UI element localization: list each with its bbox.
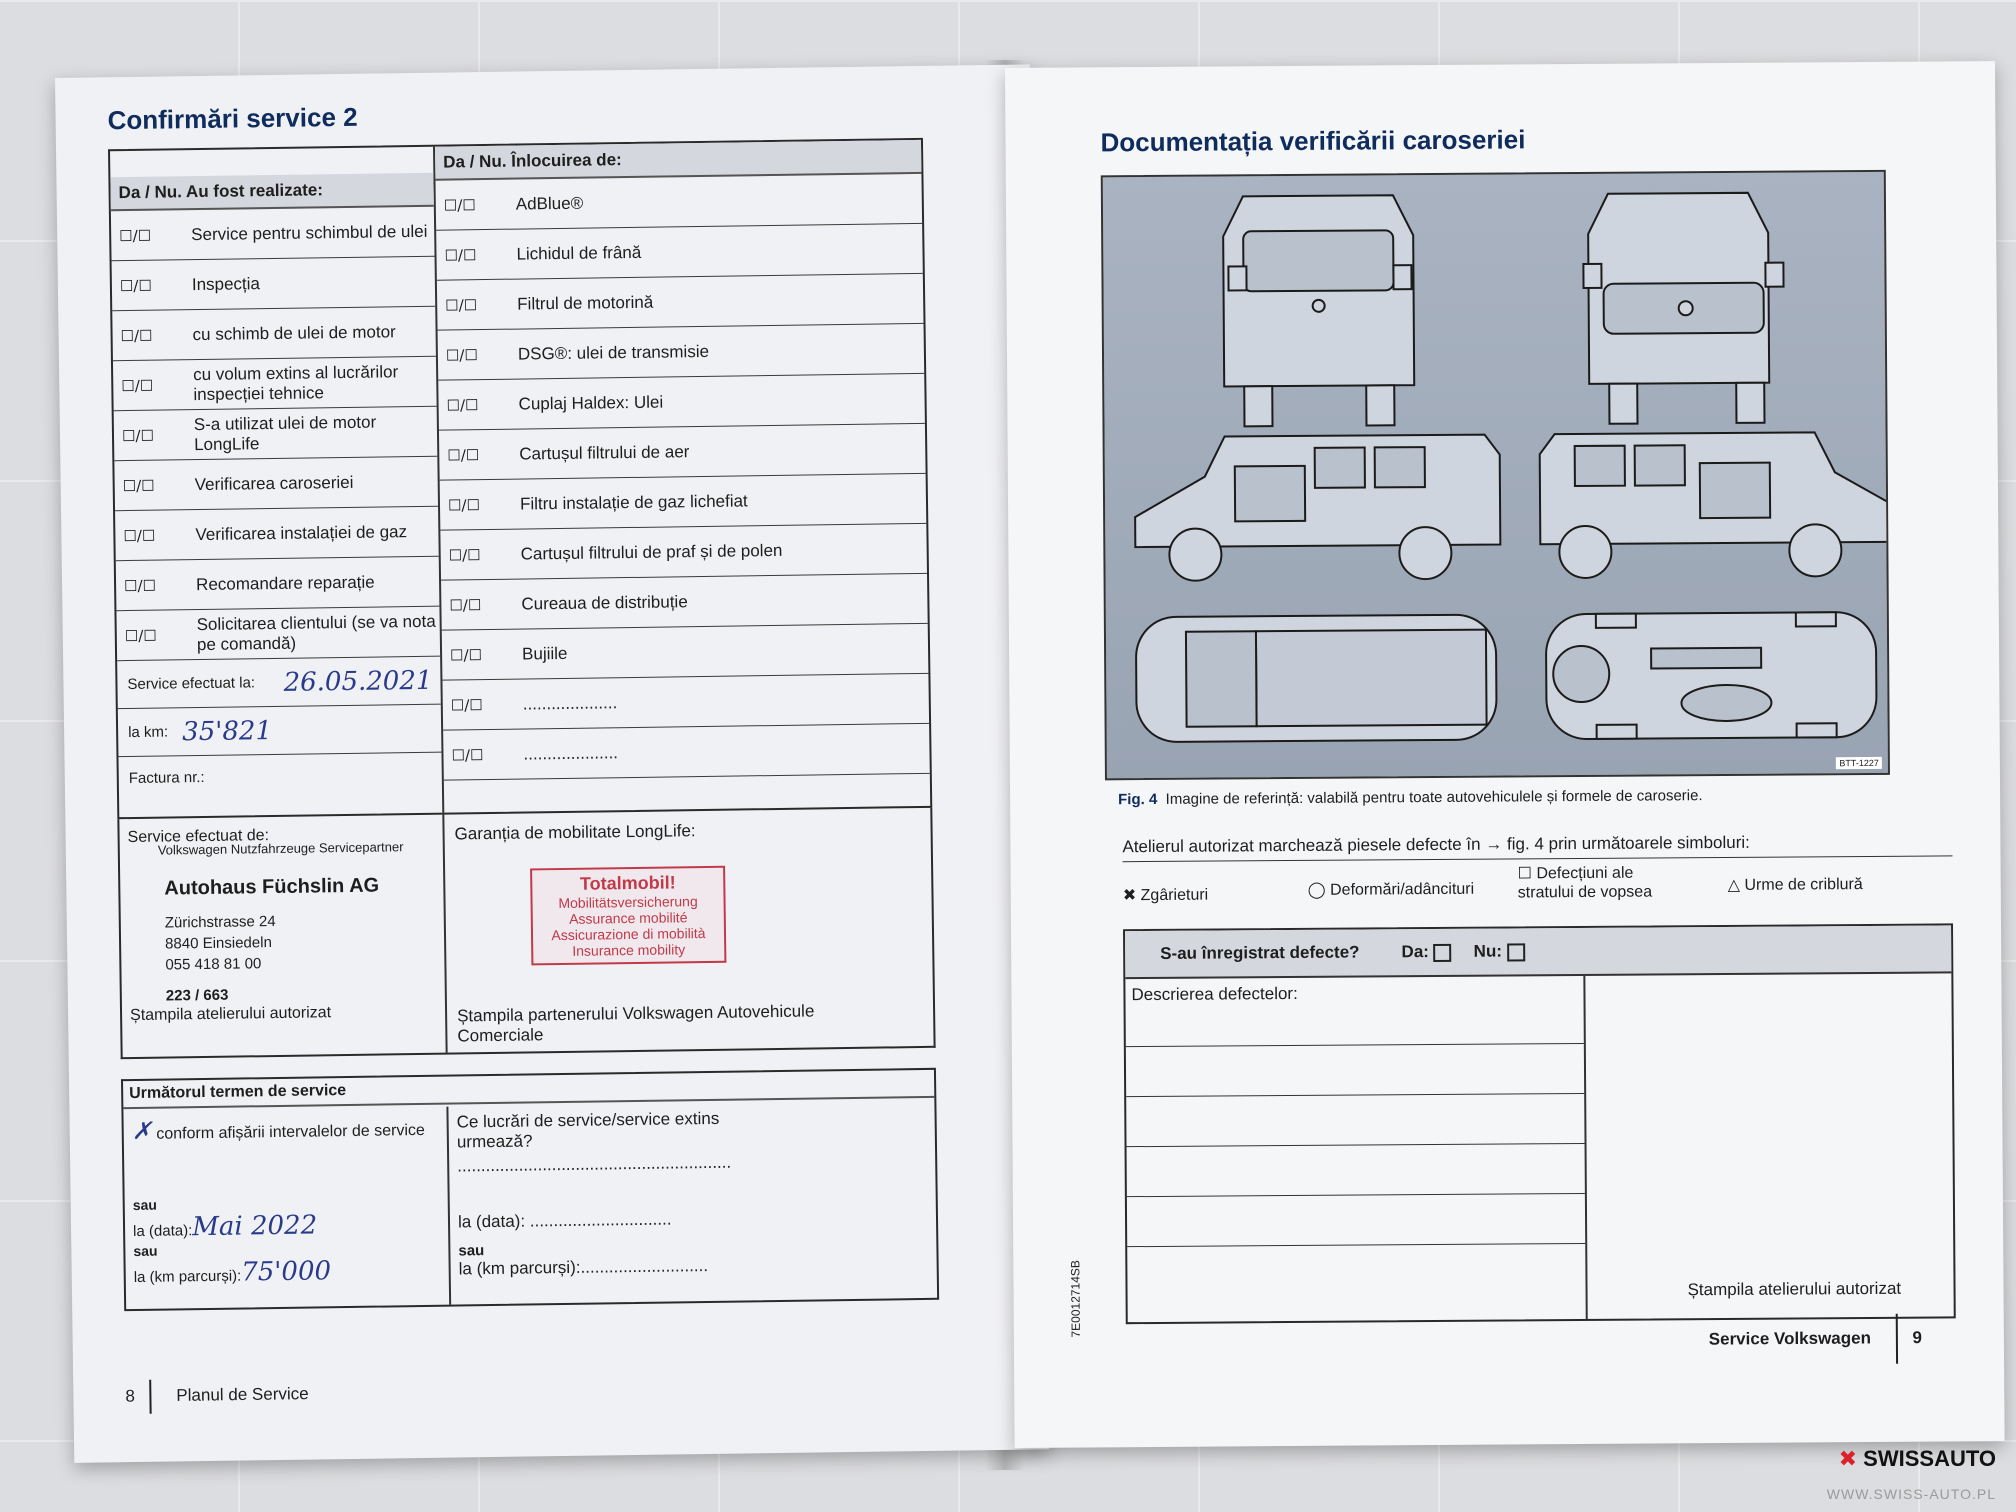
replaced-label: Bujiile <box>521 643 568 664</box>
performed-row <box>111 207 435 262</box>
performed-row <box>114 457 438 512</box>
replaced-row <box>442 624 929 681</box>
next-km-row: la (km parcurși):75'000 <box>133 1256 332 1288</box>
km-row <box>118 705 442 758</box>
performed-label: Inspecția <box>191 273 261 294</box>
company-city: 8840 Einsiedeln <box>164 934 272 953</box>
yes-no-checkbox[interactable]: ☐/☐ <box>444 245 477 265</box>
service-table <box>108 138 932 819</box>
company-name: Autohaus Füchslin AG <box>164 874 380 900</box>
yes-no-checkbox[interactable]: ☐/☐ <box>448 545 481 565</box>
replaced-row <box>435 174 922 231</box>
service-date-label: Service efectuat la: <box>127 674 256 693</box>
service-by-label: Service efectuat de: <box>127 827 270 847</box>
side-code: 7E0012714SB <box>1068 1260 1083 1338</box>
swissauto-logo: ✖ SWISSAUTO <box>1838 1446 1996 1471</box>
defects-table <box>1123 923 1956 1324</box>
footer-text: Planul de Service <box>176 1384 309 1405</box>
replaced-row <box>436 224 923 281</box>
symbol-scratches: ✖ Zgârieturi <box>1122 886 1209 905</box>
performed-label: Recomandare reparație <box>195 572 375 594</box>
defects-desc-label: Descrierea defectelor: <box>1125 976 1583 1047</box>
replaced-label: DSG®: ulei de transmisie <box>517 341 710 364</box>
replaced-label: Filtru instalație de gaz lichefiat <box>519 491 748 514</box>
symbol-paint: ☐ Defecțiuni ale stratului de vopsea <box>1517 864 1653 902</box>
right-footer <box>1709 1314 1923 1365</box>
right-page <box>1005 61 2005 1448</box>
left-footer <box>125 1378 309 1415</box>
yes-no-checkbox[interactable]: ☐/☐ <box>449 645 483 665</box>
company-street: Zürichstrasse 24 <box>164 913 276 932</box>
performed-row <box>112 257 436 312</box>
replaced-label: Lichidul de frână <box>516 242 642 264</box>
page-title: Confirmări service 2 <box>107 101 358 136</box>
yes-no-checkbox[interactable]: ☐/☐ <box>119 276 152 295</box>
replaced-label: .................... <box>523 742 619 764</box>
replaced-row <box>439 424 926 481</box>
yes-no-checkbox[interactable]: ☐/☐ <box>445 345 478 365</box>
performed-row <box>114 407 438 462</box>
replaced-row <box>442 674 929 731</box>
col-replaced <box>435 140 930 813</box>
col-performed <box>110 147 444 817</box>
yes-no-checkbox[interactable]: ☐/☐ <box>449 595 482 615</box>
service-provider-box <box>117 808 935 1059</box>
col1-rows <box>111 207 440 661</box>
or-label: sau <box>132 1196 157 1214</box>
stamp-title: Totalmobil! <box>579 872 676 894</box>
defects-line[interactable] <box>1127 1194 1585 1247</box>
fig-code: BTT-1227 <box>1836 757 1882 769</box>
mobility-stamp <box>530 866 726 966</box>
yes-no-checkbox[interactable]: ☐/☐ <box>123 576 157 595</box>
performed-row <box>113 357 437 412</box>
performed-row <box>116 607 440 662</box>
stamp-line: Mobilitätsversicherung <box>558 892 698 911</box>
yes-no-checkbox[interactable]: ☐/☐ <box>451 745 484 765</box>
yes-no-checkbox[interactable]: ☐/☐ <box>443 195 476 215</box>
next-right <box>448 1100 937 1305</box>
or-label-right: sau <box>458 1242 485 1260</box>
defects-line[interactable] <box>1126 1094 1584 1147</box>
replaced-row <box>440 474 927 531</box>
right-title: Documentația verificării caroseriei <box>1100 124 1526 158</box>
yes-no-checkbox[interactable]: ☐/☐ <box>450 695 483 715</box>
col1-header: Da / Nu. Au fost realizate: <box>110 173 433 212</box>
next-interval: ✗ conform afișării intervalelor de service <box>131 1116 425 1146</box>
mobility-info <box>444 808 933 1053</box>
defects-line[interactable] <box>1126 1044 1584 1097</box>
workshop-stamp-label: Ștampila atelierului autorizat <box>129 1004 332 1025</box>
replaced-row <box>438 324 925 381</box>
next-service-box <box>121 1068 939 1311</box>
symbols-row <box>1123 861 1953 907</box>
replaced-label: AdBlue® <box>515 193 584 214</box>
next-left <box>123 1107 451 1310</box>
performed-label: Verificarea instalației de gaz <box>195 521 408 544</box>
vehicle-diagram <box>1101 170 1890 780</box>
yes-no-checkbox[interactable]: ☐/☐ <box>121 426 155 445</box>
van-drawings <box>1103 172 1888 778</box>
left-page <box>55 64 1049 1462</box>
performed-label: Solicitarea clientului (se va nota pe comandă) <box>196 611 436 654</box>
defects-question: S-au înregistrat defecte? <box>1160 942 1360 963</box>
yes-no-checkbox[interactable]: ☐/☐ <box>123 526 156 545</box>
performed-row <box>115 507 439 562</box>
performed-label: S-a utilizat ulei de motor LongLife <box>193 412 377 454</box>
replaced-row <box>440 524 927 581</box>
next-work-question: Ce lucrări de service/service extins urmează? <box>456 1108 720 1152</box>
performed-label: Verificarea caroseriei <box>194 472 354 494</box>
km-value: 35'821 <box>181 715 273 747</box>
service-date-value: 26.05.2021 <box>283 665 433 698</box>
partner-stamp-label: Ștampila partenerului Volkswagen Autovehicule Comerciale <box>457 1001 815 1046</box>
yes-no-checkbox[interactable]: ☐/☐ <box>445 295 478 315</box>
invoice-row <box>118 753 442 802</box>
invoice-label: Factura nr.: <box>128 769 205 788</box>
footer-text: Service Volkswagen <box>1708 1328 1872 1349</box>
next-date-row: la (data):Mai 2022 <box>132 1210 318 1243</box>
fig-caption: Fig. 4 Imagine de referință: valabilă pentru toate autovehiculele și formele de caroserie. <box>1118 787 1703 809</box>
or-label: sau <box>133 1242 158 1260</box>
marks-intro: Atelierul autorizat marchează piesele defecte în → fig. 4 prin următoarele simboluri: <box>1122 831 1952 862</box>
page-number: 9 <box>1912 1328 1922 1348</box>
yes-no-checkbox[interactable]: ☐/☐ <box>122 476 155 495</box>
replaced-label: .................... <box>522 692 618 714</box>
defects-description <box>1125 976 1587 1322</box>
symbol-dents: ◯ Deformări/adâncituri <box>1307 880 1475 899</box>
yes-no-checkbox[interactable]: ☐/☐ <box>447 495 481 515</box>
logo-mark-icon: ✖ <box>1838 1446 1858 1471</box>
col2-header: Da / Nu. Înlocuirea de: <box>435 140 921 181</box>
km-label: la km: <box>128 723 169 741</box>
company-phone: 055 418 81 00 <box>165 955 262 974</box>
watermark-url: WWW.SWISS-AUTO.PL <box>1826 1486 1996 1502</box>
mobility-label: Garanția de mobilitate LongLife: <box>454 821 696 844</box>
next-header: Următorul termen de service <box>123 1070 934 1109</box>
right-stamp-label: Ștampila atelierului autorizat <box>1687 1278 1902 1300</box>
next-work-dots: .......................................................... <box>457 1152 732 1176</box>
yes-no-checkbox[interactable]: ☐/☐ <box>120 326 153 345</box>
partner-label: Volkswagen Nutzfahrzeuge Servicepartner <box>157 839 404 858</box>
replaced-row <box>437 274 924 331</box>
defects-yes[interactable]: Da: <box>1401 942 1451 962</box>
defects-line[interactable] <box>1127 1144 1585 1197</box>
defects-no[interactable]: Nu: <box>1474 941 1525 961</box>
yes-no-checkbox[interactable]: ☐/☐ <box>119 226 152 245</box>
performed-row <box>116 557 440 612</box>
yes-no-checkbox[interactable]: ☐/☐ <box>121 376 154 395</box>
defects-header <box>1125 925 1951 979</box>
yes-no-checkbox[interactable]: ☐/☐ <box>446 395 479 415</box>
replaced-row <box>443 724 930 781</box>
yes-no-checkbox[interactable]: ☐/☐ <box>447 445 480 465</box>
stamp-line: Assicurazione di mobilità <box>551 924 706 944</box>
yes-no-checkbox[interactable]: ☐/☐ <box>124 626 157 645</box>
replaced-label: Cartușul filtrului de praf și de polen <box>520 540 783 564</box>
performed-row <box>112 307 436 362</box>
next-km-right: la (km parcurși):........................... <box>458 1255 709 1279</box>
next-date-right: la (data): .............................. <box>457 1209 672 1232</box>
workshop-info <box>119 815 447 1058</box>
company-code: 223 / 663 <box>165 986 229 1005</box>
replaced-label: Filtrul de motorină <box>517 292 654 314</box>
replaced-row <box>441 574 928 631</box>
stamp-line: Assurance mobilité <box>569 909 688 927</box>
page-number: 8 <box>125 1386 136 1406</box>
stamp-line: Insurance mobility <box>572 941 686 959</box>
performed-label: cu schimb de ulei de motor <box>192 321 396 344</box>
performed-label: Service pentru schimbul de ulei <box>191 221 428 244</box>
replaced-label: Cartușul filtrului de aer <box>519 441 690 464</box>
replaced-row <box>438 374 925 431</box>
service-date-row <box>117 657 441 710</box>
symbol-chips: △ Urme de criblură <box>1727 876 1863 894</box>
replaced-label: Cuplaj Haldex: Ulei <box>518 392 664 414</box>
col2-rows <box>435 174 929 781</box>
defects-line[interactable] <box>1127 1244 1585 1287</box>
replaced-label: Cureaua de distribuție <box>521 591 688 614</box>
performed-label: cu volum extins al lucrărilor inspecției tehnice <box>193 362 399 404</box>
